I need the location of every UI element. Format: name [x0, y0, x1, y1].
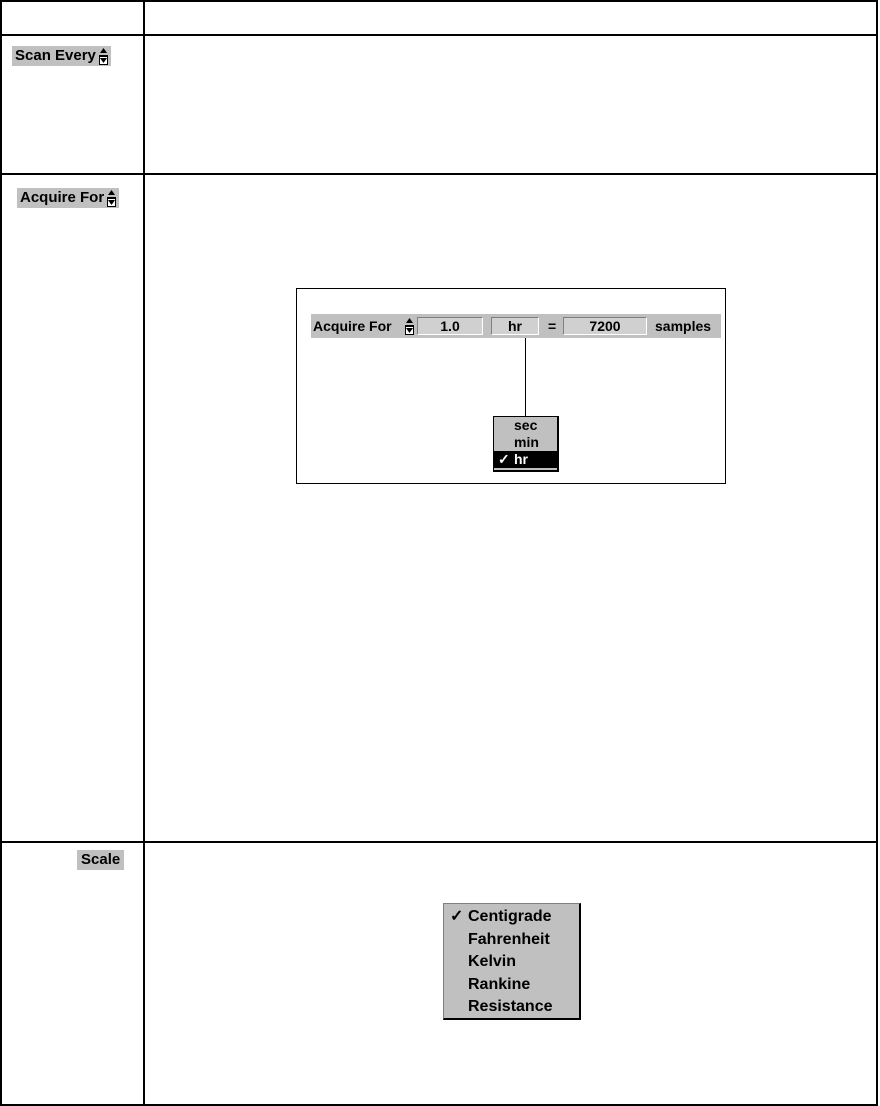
unit-option-sec[interactable]: sec	[514, 417, 538, 433]
acquire-for-control[interactable]	[17, 188, 119, 208]
samples-field: 7200	[563, 317, 647, 335]
up-down-spinner-icon[interactable]	[99, 47, 108, 65]
acquire-for-illustration	[296, 288, 726, 484]
acquire-for-label: Acquire For	[20, 189, 105, 206]
column-divider	[143, 0, 145, 1106]
row-divider-scan-every	[0, 173, 878, 175]
scale-dropdown-menu[interactable]	[443, 903, 581, 1020]
scale-option-kelvin[interactable]: Kelvin	[468, 953, 517, 970]
table-border-left	[0, 0, 2, 1106]
checkmark-icon: ✓	[450, 908, 464, 925]
equals-sign: =	[548, 318, 557, 334]
callout-line	[525, 338, 526, 416]
scan-every-label: Scan Every	[15, 47, 96, 64]
unit-select[interactable]: hr	[491, 317, 539, 335]
checkmark-icon: ✓	[498, 451, 510, 467]
up-down-spinner-icon[interactable]	[405, 317, 414, 335]
scale-option-centigrade[interactable]: ✓ Centigrade	[444, 906, 579, 929]
scale-option-fahrenheit[interactable]: Fahrenheit	[468, 930, 550, 948]
scan-every-control[interactable]	[12, 46, 111, 66]
scale-control[interactable]	[77, 850, 124, 870]
scale-label: Scale	[81, 851, 121, 868]
scale-option-resistance[interactable]: Resistance	[468, 998, 553, 1015]
acquire-for-toolbar	[311, 314, 721, 338]
acquire-for-bar-label: Acquire For	[313, 318, 392, 334]
unit-option-min[interactable]: min	[514, 434, 539, 450]
scale-option-rankine[interactable]: Rankine	[468, 975, 531, 993]
samples-label: samples	[655, 318, 712, 334]
table-border-right	[876, 0, 878, 1106]
duration-input[interactable]: 1.0	[417, 317, 483, 335]
header-row-divider	[0, 34, 878, 36]
row-divider-acquire-for	[0, 841, 878, 843]
table-border-top	[0, 0, 878, 2]
up-down-spinner-icon[interactable]	[107, 189, 116, 207]
unit-option-hr[interactable]: ✓ hr	[494, 451, 557, 468]
unit-dropdown-menu[interactable]	[493, 416, 559, 472]
